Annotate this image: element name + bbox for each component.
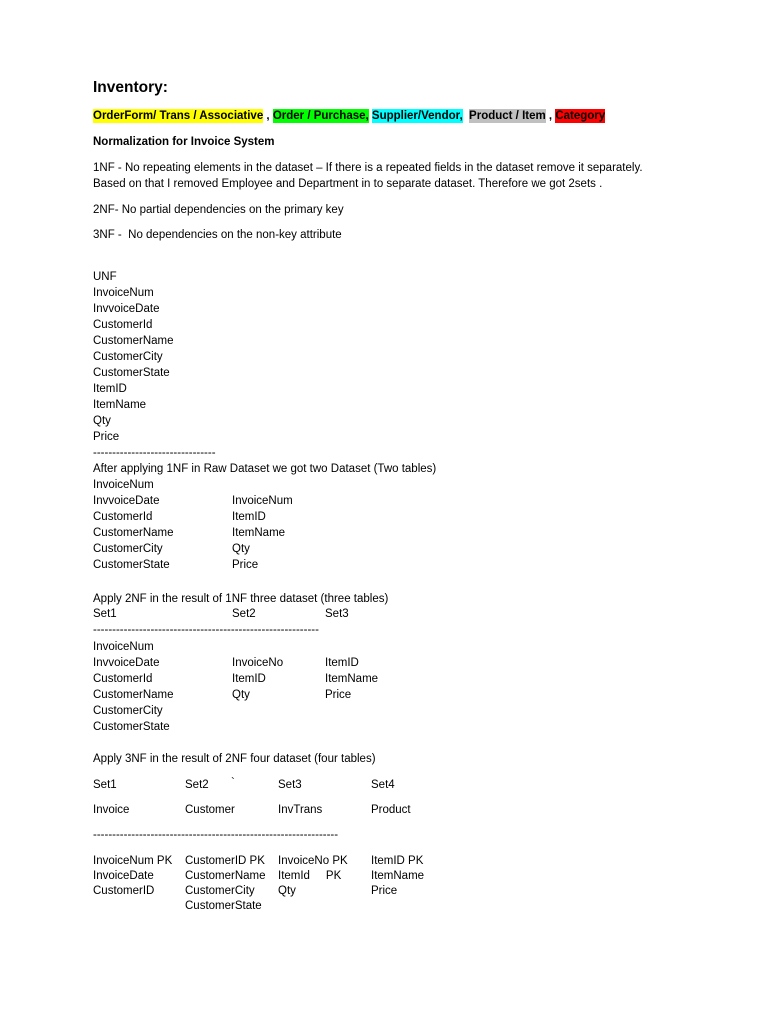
list-item: Price xyxy=(93,431,120,443)
nf3-set4-column xyxy=(371,854,424,899)
list-item: ItemID PK xyxy=(371,855,424,867)
set3-label: Set3 xyxy=(325,608,349,620)
list-item: CustomerID PK xyxy=(185,855,265,867)
table-name-customer: Customer xyxy=(185,804,235,816)
list-item: ItemId PK xyxy=(278,870,342,882)
list-item: CustomerId xyxy=(93,511,153,523)
nf3-set3-column xyxy=(278,854,348,899)
nf2-set3-column xyxy=(325,655,378,703)
list-item: CustomerName xyxy=(93,335,174,347)
list-item: CustomerName xyxy=(93,527,174,539)
list-item: InvoiceNo PK xyxy=(278,855,348,867)
after-1nf-right-column xyxy=(232,493,293,573)
list-item: InvoiceNum xyxy=(93,287,154,299)
list-item: Qty xyxy=(232,543,250,555)
legend-separator: , xyxy=(545,110,556,122)
list-item: InvoiceDate xyxy=(93,870,154,882)
nf2-description: 2NF- No partial dependencies on the primary key xyxy=(93,204,344,216)
list-item: CustomerCity xyxy=(93,705,163,717)
nf1-description-line2: Based on that I removed Employee and Department in to separate dataset. Therefore we got 2sets . xyxy=(93,178,603,190)
divider: ---------------------------------------------------------------- xyxy=(93,829,339,841)
nf3-description: 3NF - No dependencies on the non-key attribute xyxy=(93,229,342,241)
list-item: InvoiceNum xyxy=(93,641,154,653)
list-item: Qty xyxy=(232,689,250,701)
list-item: CustomerName xyxy=(185,870,266,882)
legend-supplier: Supplier/Vendor, xyxy=(371,110,463,122)
legend-category: Category xyxy=(555,110,606,122)
list-item: ItemName xyxy=(371,870,425,882)
nf2-set1-column xyxy=(93,639,174,735)
stray-tick: ` xyxy=(231,777,235,789)
list-item: ItemName xyxy=(325,673,379,685)
list-item: CustomerID xyxy=(93,885,155,897)
set2-label: Set2 xyxy=(185,779,209,791)
list-item: CustomerState xyxy=(93,559,170,571)
divider: ----------------------------------------------------------- xyxy=(93,624,319,636)
unf-label: UNF xyxy=(93,271,117,283)
list-item: Price xyxy=(325,689,352,701)
list-item: CustomerState xyxy=(185,900,262,912)
apply-2nf-text: Apply 2NF in the result of 1NF three dataset (three tables) xyxy=(93,593,389,605)
after-1nf-text: After applying 1NF in Raw Dataset we got two Dataset (Two tables) xyxy=(93,463,437,475)
list-item: ItemID xyxy=(232,673,266,685)
list-item: CustomerCity xyxy=(185,885,255,897)
list-item: ItemID xyxy=(325,657,359,669)
legend-product: Product / Item xyxy=(469,110,546,122)
legend-orderform: OrderForm/ Trans / Associative xyxy=(93,110,264,122)
set1-label: Set1 xyxy=(93,608,117,620)
section-heading: Normalization for Invoice System xyxy=(93,136,275,148)
nf1-description-line1: 1NF - No repeating elements in the dataset – If there is a repeated fields in the dataset remove it separately. xyxy=(93,162,643,174)
list-item: InvoiceNum PK xyxy=(93,855,173,867)
list-item: CustomerCity xyxy=(93,351,163,363)
set3-label: Set3 xyxy=(278,779,302,791)
list-item: ItemID xyxy=(93,383,127,395)
list-item: Price xyxy=(232,559,259,571)
set2-label: Set2 xyxy=(232,608,256,620)
list-item: CustomerName xyxy=(93,689,174,701)
list-item: CustomerState xyxy=(93,367,170,379)
nf3-set1-column xyxy=(93,854,172,899)
list-item: Qty xyxy=(93,415,111,427)
list-item: ItemName xyxy=(93,399,147,411)
legend-separator: , xyxy=(263,110,273,122)
list-item: Qty xyxy=(278,885,296,897)
document-page xyxy=(93,0,733,1024)
nf3-set2-column xyxy=(185,854,266,914)
list-item: CustomerId xyxy=(93,319,153,331)
list-item: InvvoiceDate xyxy=(93,495,160,507)
nf2-set2-column xyxy=(232,655,283,703)
table-name-invtrans: InvTrans xyxy=(278,804,323,816)
list-item: CustomerCity xyxy=(93,543,163,555)
list-item: ItemID xyxy=(232,511,266,523)
table-name-invoice: Invoice xyxy=(93,804,130,816)
list-item: InvoiceNo xyxy=(232,657,284,669)
page-title: Inventory: xyxy=(93,79,168,96)
apply-3nf-text: Apply 3NF in the result of 2NF four dataset (four tables) xyxy=(93,753,376,765)
list-item: InvoiceNum xyxy=(232,495,293,507)
divider: -------------------------------- xyxy=(93,447,216,459)
list-item: CustomerId xyxy=(93,673,153,685)
list-item: ItemName xyxy=(232,527,286,539)
table-name-product: Product xyxy=(371,804,411,816)
list-item: CustomerState xyxy=(93,721,170,733)
list-item: Price xyxy=(371,885,398,897)
list-item: InvoiceNum xyxy=(93,479,154,491)
set1-label: Set1 xyxy=(93,779,117,791)
set4-label: Set4 xyxy=(371,779,395,791)
list-item: InvvoiceDate xyxy=(93,303,160,315)
color-legend xyxy=(93,108,605,124)
list-item: InvvoiceDate xyxy=(93,657,160,669)
legend-order: Order / Purchase, xyxy=(272,110,369,122)
